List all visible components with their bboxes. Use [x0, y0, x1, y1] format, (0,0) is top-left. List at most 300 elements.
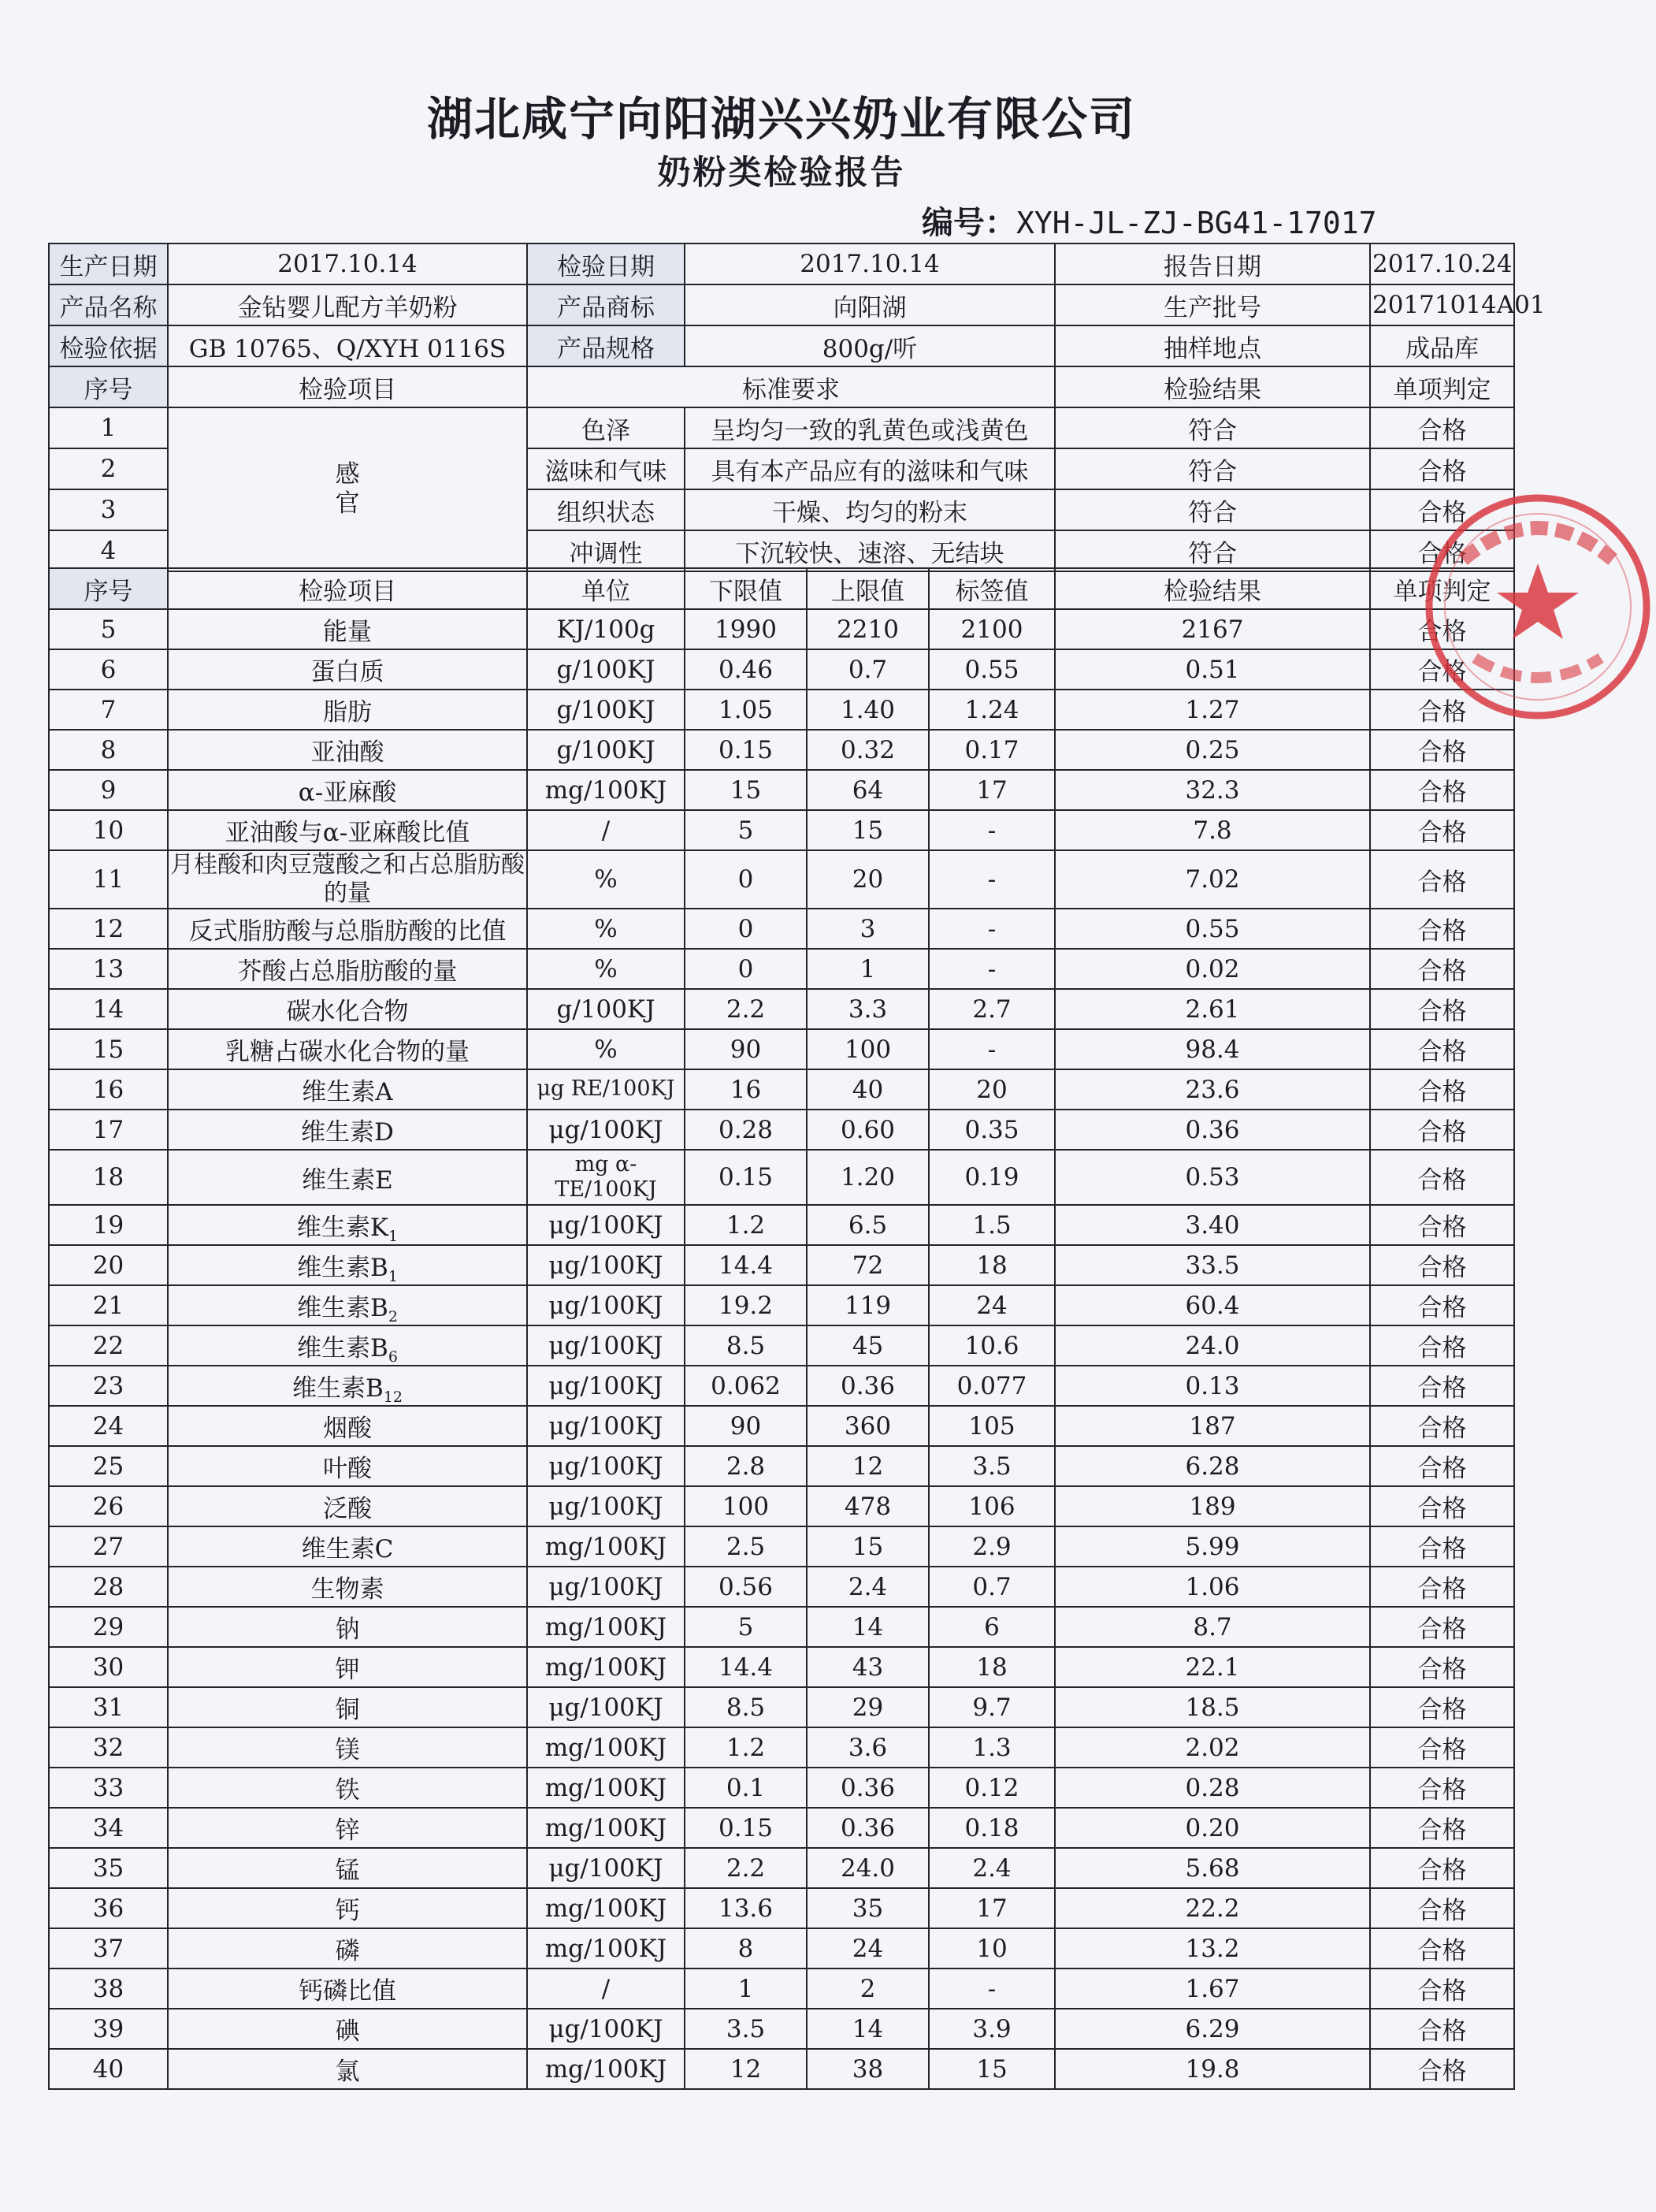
cell-label: 106: [929, 1486, 1055, 1526]
cell-item: [168, 649, 527, 690]
cell-seq: 27: [49, 1526, 168, 1567]
sensory-name: 色泽: [527, 407, 685, 448]
cell-lower: 0.062: [685, 1366, 807, 1406]
cell-judge: 合格: [1370, 810, 1514, 850]
cell-seq: 6: [49, 649, 168, 690]
item-name: 亚油酸: [310, 738, 384, 767]
sensory-name: 滋味和气味: [527, 448, 685, 489]
cell-result: 0.13: [1055, 1366, 1370, 1406]
cell-unit: /: [527, 1968, 685, 2009]
cell-lower: 16: [685, 1069, 807, 1110]
cell-lower: 0.15: [685, 1808, 807, 1848]
cell-result: 1.06: [1055, 1567, 1370, 1607]
cell-result: 33.5: [1055, 1245, 1370, 1285]
cell-seq: 13: [49, 949, 168, 989]
cell-lower: 0.15: [685, 730, 807, 770]
cell-item: [168, 1285, 527, 1325]
sensory-seq: 4: [49, 530, 168, 571]
item-name: 氯: [335, 2058, 360, 2086]
cell-label: 18: [929, 1647, 1055, 1687]
cell-label: 0.19: [929, 1150, 1055, 1205]
cell-unit: g/100KJ: [527, 989, 685, 1029]
cell-unit: μg/100KJ: [527, 1687, 685, 1727]
cell-judge: 合格: [1370, 770, 1514, 810]
table-row: [49, 770, 1514, 810]
sensory-judge: 合格: [1370, 489, 1514, 530]
cell-item: [168, 1029, 527, 1069]
table-row: [49, 1366, 1514, 1406]
cell-result: 187: [1055, 1406, 1370, 1446]
cell-lower: 0: [685, 850, 807, 909]
cell-upper: 29: [807, 1687, 929, 1727]
cell-upper: 0.36: [807, 1808, 929, 1848]
cell-unit: μg/100KJ: [527, 1205, 685, 1245]
cell-seq: 19: [49, 1205, 168, 1245]
cell-lower: 1.2: [685, 1205, 807, 1245]
table-row: [49, 1928, 1514, 1968]
cell-lower: 1: [685, 1968, 807, 2009]
cell-judge: 合格: [1370, 1069, 1514, 1110]
cell-unit: μg/100KJ: [527, 1245, 685, 1285]
cell-judge: 合格: [1370, 909, 1514, 949]
cell-seq: 11: [49, 850, 168, 909]
cell-unit: μg/100KJ: [527, 1567, 685, 1607]
item-name: 蛋白质: [310, 658, 384, 686]
cell-result: 7.02: [1055, 850, 1370, 909]
cell-upper: 20: [807, 850, 929, 909]
cell-upper: 72: [807, 1245, 929, 1285]
cell-lower: 100: [685, 1486, 807, 1526]
item-subscript: 6: [388, 1348, 398, 1366]
cell-item: [168, 1245, 527, 1285]
col-header-judge: 单项判定: [1370, 568, 1514, 609]
sensory-result: 符合: [1055, 489, 1370, 530]
cell-upper: 38: [807, 2049, 929, 2089]
cell-seq: 36: [49, 1888, 168, 1928]
cell-label: 0.17: [929, 730, 1055, 770]
cell-unit: μg RE/100KJ: [527, 1069, 685, 1110]
sensory-result: 符合: [1055, 407, 1370, 448]
cell-upper: 3: [807, 909, 929, 949]
cell-item: [168, 1768, 527, 1808]
cell-lower: 90: [685, 1406, 807, 1446]
cell-upper: 2: [807, 1968, 929, 2009]
cell-lower: 2.5: [685, 1526, 807, 1567]
cell-label: 10.6: [929, 1325, 1055, 1366]
cell-seq: 24: [49, 1406, 168, 1446]
cell-unit: μg/100KJ: [527, 1325, 685, 1366]
sensory-header-std: 标准要求: [527, 366, 1055, 407]
sensory-requirement: 具有本产品应有的滋味和气味: [685, 448, 1055, 489]
cell-label: 6: [929, 1607, 1055, 1647]
cell-lower: 0: [685, 949, 807, 989]
cell-seq: 35: [49, 1848, 168, 1888]
item-name: 锰: [335, 1857, 360, 1885]
cell-lower: 0: [685, 909, 807, 949]
table-row: [49, 2009, 1514, 2049]
col-header-label: 标签值: [929, 568, 1055, 609]
cell-judge: 合格: [1370, 1110, 1514, 1150]
item-name: 维生素E: [302, 1165, 393, 1195]
item-name: 维生素C: [301, 1535, 394, 1563]
label-batch: 生产批号: [1055, 284, 1370, 325]
sensory-header-item: 检验项目: [168, 366, 527, 407]
cell-judge: 合格: [1370, 1205, 1514, 1245]
cell-lower: 5: [685, 810, 807, 850]
cell-label: 18: [929, 1245, 1055, 1285]
cell-seq: 20: [49, 1245, 168, 1285]
item-name: 乳糖占碳水化合物的量: [225, 1038, 470, 1066]
table-row: [49, 1768, 1514, 1808]
sensory-header-result: 检验结果: [1055, 366, 1370, 407]
cell-item: [168, 850, 527, 909]
cell-unit: μg/100KJ: [527, 1446, 685, 1486]
table-row: [49, 1647, 1514, 1687]
col-header-result: 检验结果: [1055, 568, 1370, 609]
cell-result: 60.4: [1055, 1285, 1370, 1325]
cell-item: [168, 1928, 527, 1968]
cell-unit: μg/100KJ: [527, 1486, 685, 1526]
cell-seq: 32: [49, 1727, 168, 1768]
cell-seq: 37: [49, 1928, 168, 1968]
cell-judge: 合格: [1370, 2009, 1514, 2049]
cell-item: [168, 1727, 527, 1768]
cell-result: 24.0: [1055, 1325, 1370, 1366]
cell-item: [168, 1110, 527, 1150]
cell-result: 0.55: [1055, 909, 1370, 949]
value-batch: 20171014A01: [1370, 284, 1514, 325]
cell-seq: 15: [49, 1029, 168, 1069]
cell-upper: 15: [807, 1526, 929, 1567]
cell-unit: mg/100KJ: [527, 1727, 685, 1768]
cell-seq: 17: [49, 1110, 168, 1150]
cell-lower: 0.28: [685, 1110, 807, 1150]
cell-result: 0.36: [1055, 1110, 1370, 1150]
cell-label: 17: [929, 770, 1055, 810]
cell-label: 0.18: [929, 1808, 1055, 1848]
col-header-unit: 单位: [527, 568, 685, 609]
cell-label: 0.12: [929, 1768, 1055, 1808]
cell-label: -: [929, 909, 1055, 949]
cell-judge: 合格: [1370, 1968, 1514, 2009]
sensory-requirement: 干燥、均匀的粉末: [685, 489, 1055, 530]
cell-result: 22.2: [1055, 1888, 1370, 1928]
cell-item: [168, 1406, 527, 1446]
cell-judge: 合格: [1370, 1848, 1514, 1888]
cell-upper: 2210: [807, 609, 929, 649]
cell-item: [168, 1567, 527, 1607]
cell-item: [168, 1205, 527, 1245]
cell-judge: 合格: [1370, 1928, 1514, 1968]
cell-result: 5.99: [1055, 1526, 1370, 1567]
cell-result: 0.25: [1055, 730, 1370, 770]
cell-seq: 18: [49, 1150, 168, 1205]
nutrient-table: [48, 567, 1515, 2090]
cell-judge: 合格: [1370, 730, 1514, 770]
cell-item: [168, 609, 527, 649]
item-name: 磷: [335, 1937, 360, 1965]
cell-upper: 14: [807, 2009, 929, 2049]
sensory-requirement: 呈均匀一致的乳黄色或浅黄色: [685, 407, 1055, 448]
cell-item: [168, 1446, 527, 1486]
table-row: [49, 1687, 1514, 1727]
cell-lower: 8: [685, 1928, 807, 1968]
cell-judge: 合格: [1370, 1150, 1514, 1205]
cell-unit: mg/100KJ: [527, 1928, 685, 1968]
sensory-result: 符合: [1055, 448, 1370, 489]
label-insp-date: 检验日期: [527, 244, 685, 284]
cell-result: 2167: [1055, 609, 1370, 649]
cell-label: -: [929, 1968, 1055, 2009]
cell-judge: 合格: [1370, 1245, 1514, 1285]
cell-unit: g/100KJ: [527, 649, 685, 690]
cell-seq: 25: [49, 1446, 168, 1486]
label-report-date: 报告日期: [1055, 244, 1370, 284]
item-name: 维生素K: [296, 1214, 389, 1242]
cell-result: 3.40: [1055, 1205, 1370, 1245]
cell-label: 2.7: [929, 989, 1055, 1029]
cell-judge: 合格: [1370, 1486, 1514, 1526]
cell-result: 2.02: [1055, 1727, 1370, 1768]
cell-upper: 6.5: [807, 1205, 929, 1245]
cell-unit: g/100KJ: [527, 730, 685, 770]
table-row: [49, 1486, 1514, 1526]
item-name: 能量: [323, 618, 372, 646]
cell-judge: 合格: [1370, 1446, 1514, 1486]
label-brand: 产品商标: [527, 284, 685, 325]
table-row: [49, 1727, 1514, 1768]
table-row: [49, 690, 1514, 730]
cell-judge: 合格: [1370, 1808, 1514, 1848]
cell-lower: 90: [685, 1029, 807, 1069]
item-name: 钙磷比值: [299, 1977, 396, 2006]
cell-judge: 合格: [1370, 1526, 1514, 1567]
cell-unit: mg/100KJ: [527, 1647, 685, 1687]
cell-judge: 合格: [1370, 1768, 1514, 1808]
sensory-judge: 合格: [1370, 448, 1514, 489]
value-basis: GB 10765、Q/XYH 0116S: [168, 325, 527, 366]
cell-result: 0.28: [1055, 1768, 1370, 1808]
cell-item: [168, 949, 527, 989]
cell-item: [168, 730, 527, 770]
cell-judge: 合格: [1370, 609, 1514, 649]
cell-label: 10: [929, 1928, 1055, 1968]
cell-seq: 5: [49, 609, 168, 649]
item-name: 反式脂肪酸与总脂肪酸的比值: [188, 917, 507, 946]
cell-seq: 9: [49, 770, 168, 810]
sensory-group-char: 官: [335, 489, 360, 518]
cell-upper: 40: [807, 1069, 929, 1110]
cell-item: [168, 1366, 527, 1406]
cell-lower: 13.6: [685, 1888, 807, 1928]
item-name: 碘: [335, 2017, 360, 2046]
cell-result: 6.28: [1055, 1446, 1370, 1486]
report-title: 奶粉类检验报告: [657, 153, 906, 191]
cell-item: [168, 2009, 527, 2049]
cell-judge: 合格: [1370, 1888, 1514, 1928]
cell-lower: 5: [685, 1607, 807, 1647]
cell-label: 3.9: [929, 2009, 1055, 2049]
col-header-seq: 序号: [49, 568, 168, 609]
cell-result: 0.20: [1055, 1808, 1370, 1848]
table-row: [49, 1406, 1514, 1446]
cell-unit: mg/100KJ: [527, 1768, 685, 1808]
table-row: [49, 730, 1514, 770]
sensory-result: 符合: [1055, 530, 1370, 571]
cell-seq: 7: [49, 690, 168, 730]
cell-upper: 2.4: [807, 1567, 929, 1607]
cell-result: 32.3: [1055, 770, 1370, 810]
cell-judge: 合格: [1370, 1567, 1514, 1607]
table-row: [49, 1848, 1514, 1888]
sensory-seq: 3: [49, 489, 168, 530]
sensory-header-judge: 单项判定: [1370, 366, 1514, 407]
cell-judge: 合格: [1370, 949, 1514, 989]
label-prod-date: 生产日期: [49, 244, 168, 284]
value-prod-date: 2017.10.14: [168, 244, 527, 284]
table-row: [49, 1607, 1514, 1647]
cell-seq: 14: [49, 989, 168, 1029]
cell-lower: 15: [685, 770, 807, 810]
label-basis: 检验依据: [49, 325, 168, 366]
cell-result: 189: [1055, 1486, 1370, 1526]
item-name: 月桂酸和肉豆蔻酸之和占总脂肪酸的量: [170, 851, 525, 907]
table-row: [49, 1205, 1514, 1245]
cell-label: 20: [929, 1069, 1055, 1110]
item-name: 铜: [335, 1696, 360, 1724]
sensory-group-label: [168, 407, 527, 571]
cell-upper: 1.20: [807, 1150, 929, 1205]
cell-result: 0.51: [1055, 649, 1370, 690]
table-row: [49, 649, 1514, 690]
cell-result: 7.8: [1055, 810, 1370, 850]
cell-upper: 1.40: [807, 690, 929, 730]
cell-item: [168, 1808, 527, 1848]
value-product-name: 金钻婴儿配方羊奶粉: [168, 284, 527, 325]
cell-label: 1.24: [929, 690, 1055, 730]
cell-unit: %: [527, 909, 685, 949]
item-name: α-亚麻酸: [298, 779, 397, 807]
cell-upper: 478: [807, 1486, 929, 1526]
sensory-name: 冲调性: [527, 530, 685, 571]
cell-label: 0.077: [929, 1366, 1055, 1406]
cell-judge: 合格: [1370, 1366, 1514, 1406]
item-name: 钙: [335, 1897, 360, 1925]
table-row: [49, 1808, 1514, 1848]
col-header-lower: 下限值: [685, 568, 807, 609]
cell-unit: g/100KJ: [527, 690, 685, 730]
cell-label: 2.9: [929, 1526, 1055, 1567]
cell-upper: 3.3: [807, 989, 929, 1029]
cell-lower: 0.56: [685, 1567, 807, 1607]
cell-upper: 15: [807, 810, 929, 850]
cell-item: [168, 1888, 527, 1928]
cell-item: [168, 1325, 527, 1366]
cell-result: 98.4: [1055, 1029, 1370, 1069]
cell-item: [168, 770, 527, 810]
cell-item: [168, 1968, 527, 2009]
cell-judge: 合格: [1370, 1607, 1514, 1647]
cell-label: 9.7: [929, 1687, 1055, 1727]
cell-lower: 12: [685, 2049, 807, 2089]
sensory-requirement: 下沉较快、速溶、无结块: [685, 530, 1055, 571]
col-header-item: 检验项目: [168, 568, 527, 609]
cell-label: -: [929, 850, 1055, 909]
cell-upper: 3.6: [807, 1727, 929, 1768]
cell-result: 6.29: [1055, 2009, 1370, 2049]
cell-unit: μg/100KJ: [527, 1285, 685, 1325]
item-subscript: 1: [388, 1228, 399, 1246]
cell-judge: 合格: [1370, 1029, 1514, 1069]
cell-seq: 10: [49, 810, 168, 850]
cell-seq: 21: [49, 1285, 168, 1325]
cell-unit: mg/100KJ: [527, 1607, 685, 1647]
cell-label: 1.5: [929, 1205, 1055, 1245]
cell-unit: %: [527, 850, 685, 909]
item-name: 铁: [335, 1776, 360, 1805]
cell-unit: mg/100KJ: [527, 1526, 685, 1567]
cell-judge: 合格: [1370, 649, 1514, 690]
cell-unit: mg/100KJ: [527, 1808, 685, 1848]
cell-label: 0.35: [929, 1110, 1055, 1150]
table-row: [49, 1567, 1514, 1607]
cell-item: [168, 1607, 527, 1647]
table-row: [49, 1029, 1514, 1069]
table-row: [49, 609, 1514, 649]
cell-item: [168, 1486, 527, 1526]
cell-label: 2.4: [929, 1848, 1055, 1888]
cell-upper: 35: [807, 1888, 929, 1928]
table-row: [49, 1446, 1514, 1486]
label-spec: 产品规格: [527, 325, 685, 366]
table-row: [49, 1110, 1514, 1150]
cell-upper: 14: [807, 1607, 929, 1647]
cell-unit: /: [527, 810, 685, 850]
table-row: [49, 1325, 1514, 1366]
col-header-upper: 上限值: [807, 568, 929, 609]
cell-label: -: [929, 810, 1055, 850]
table-row: [49, 1245, 1514, 1285]
item-name: 生物素: [310, 1575, 384, 1604]
cell-unit: μg/100KJ: [527, 1848, 685, 1888]
item-name: 烟酸: [323, 1415, 372, 1443]
cell-item: [168, 1687, 527, 1727]
cell-unit: KJ/100g: [527, 609, 685, 649]
value-brand: 向阳湖: [685, 284, 1055, 325]
item-name: 钠: [335, 1615, 360, 1644]
sensory-judge: 合格: [1370, 530, 1514, 571]
cell-result: 8.7: [1055, 1607, 1370, 1647]
cell-seq: 30: [49, 1647, 168, 1687]
cell-judge: 合格: [1370, 850, 1514, 909]
table-row: [49, 407, 1514, 448]
cell-lower: 3.5: [685, 2009, 807, 2049]
cell-judge: 合格: [1370, 1727, 1514, 1768]
table-row: [49, 1069, 1514, 1110]
docnum-value: XYH-JL-ZJ-BG41-17017: [1016, 206, 1377, 240]
item-name: 维生素B: [297, 1294, 388, 1322]
table-row: [49, 1968, 1514, 2009]
cell-seq: 16: [49, 1069, 168, 1110]
cell-label: -: [929, 949, 1055, 989]
cell-seq: 8: [49, 730, 168, 770]
cell-judge: 合格: [1370, 1687, 1514, 1727]
cell-upper: 0.36: [807, 1768, 929, 1808]
info-sensory-table: [48, 243, 1546, 572]
item-name: 芥酸占总脂肪酸的量: [237, 957, 458, 986]
docnum-label: 编号：: [922, 205, 1016, 241]
cell-lower: 0.1: [685, 1768, 807, 1808]
